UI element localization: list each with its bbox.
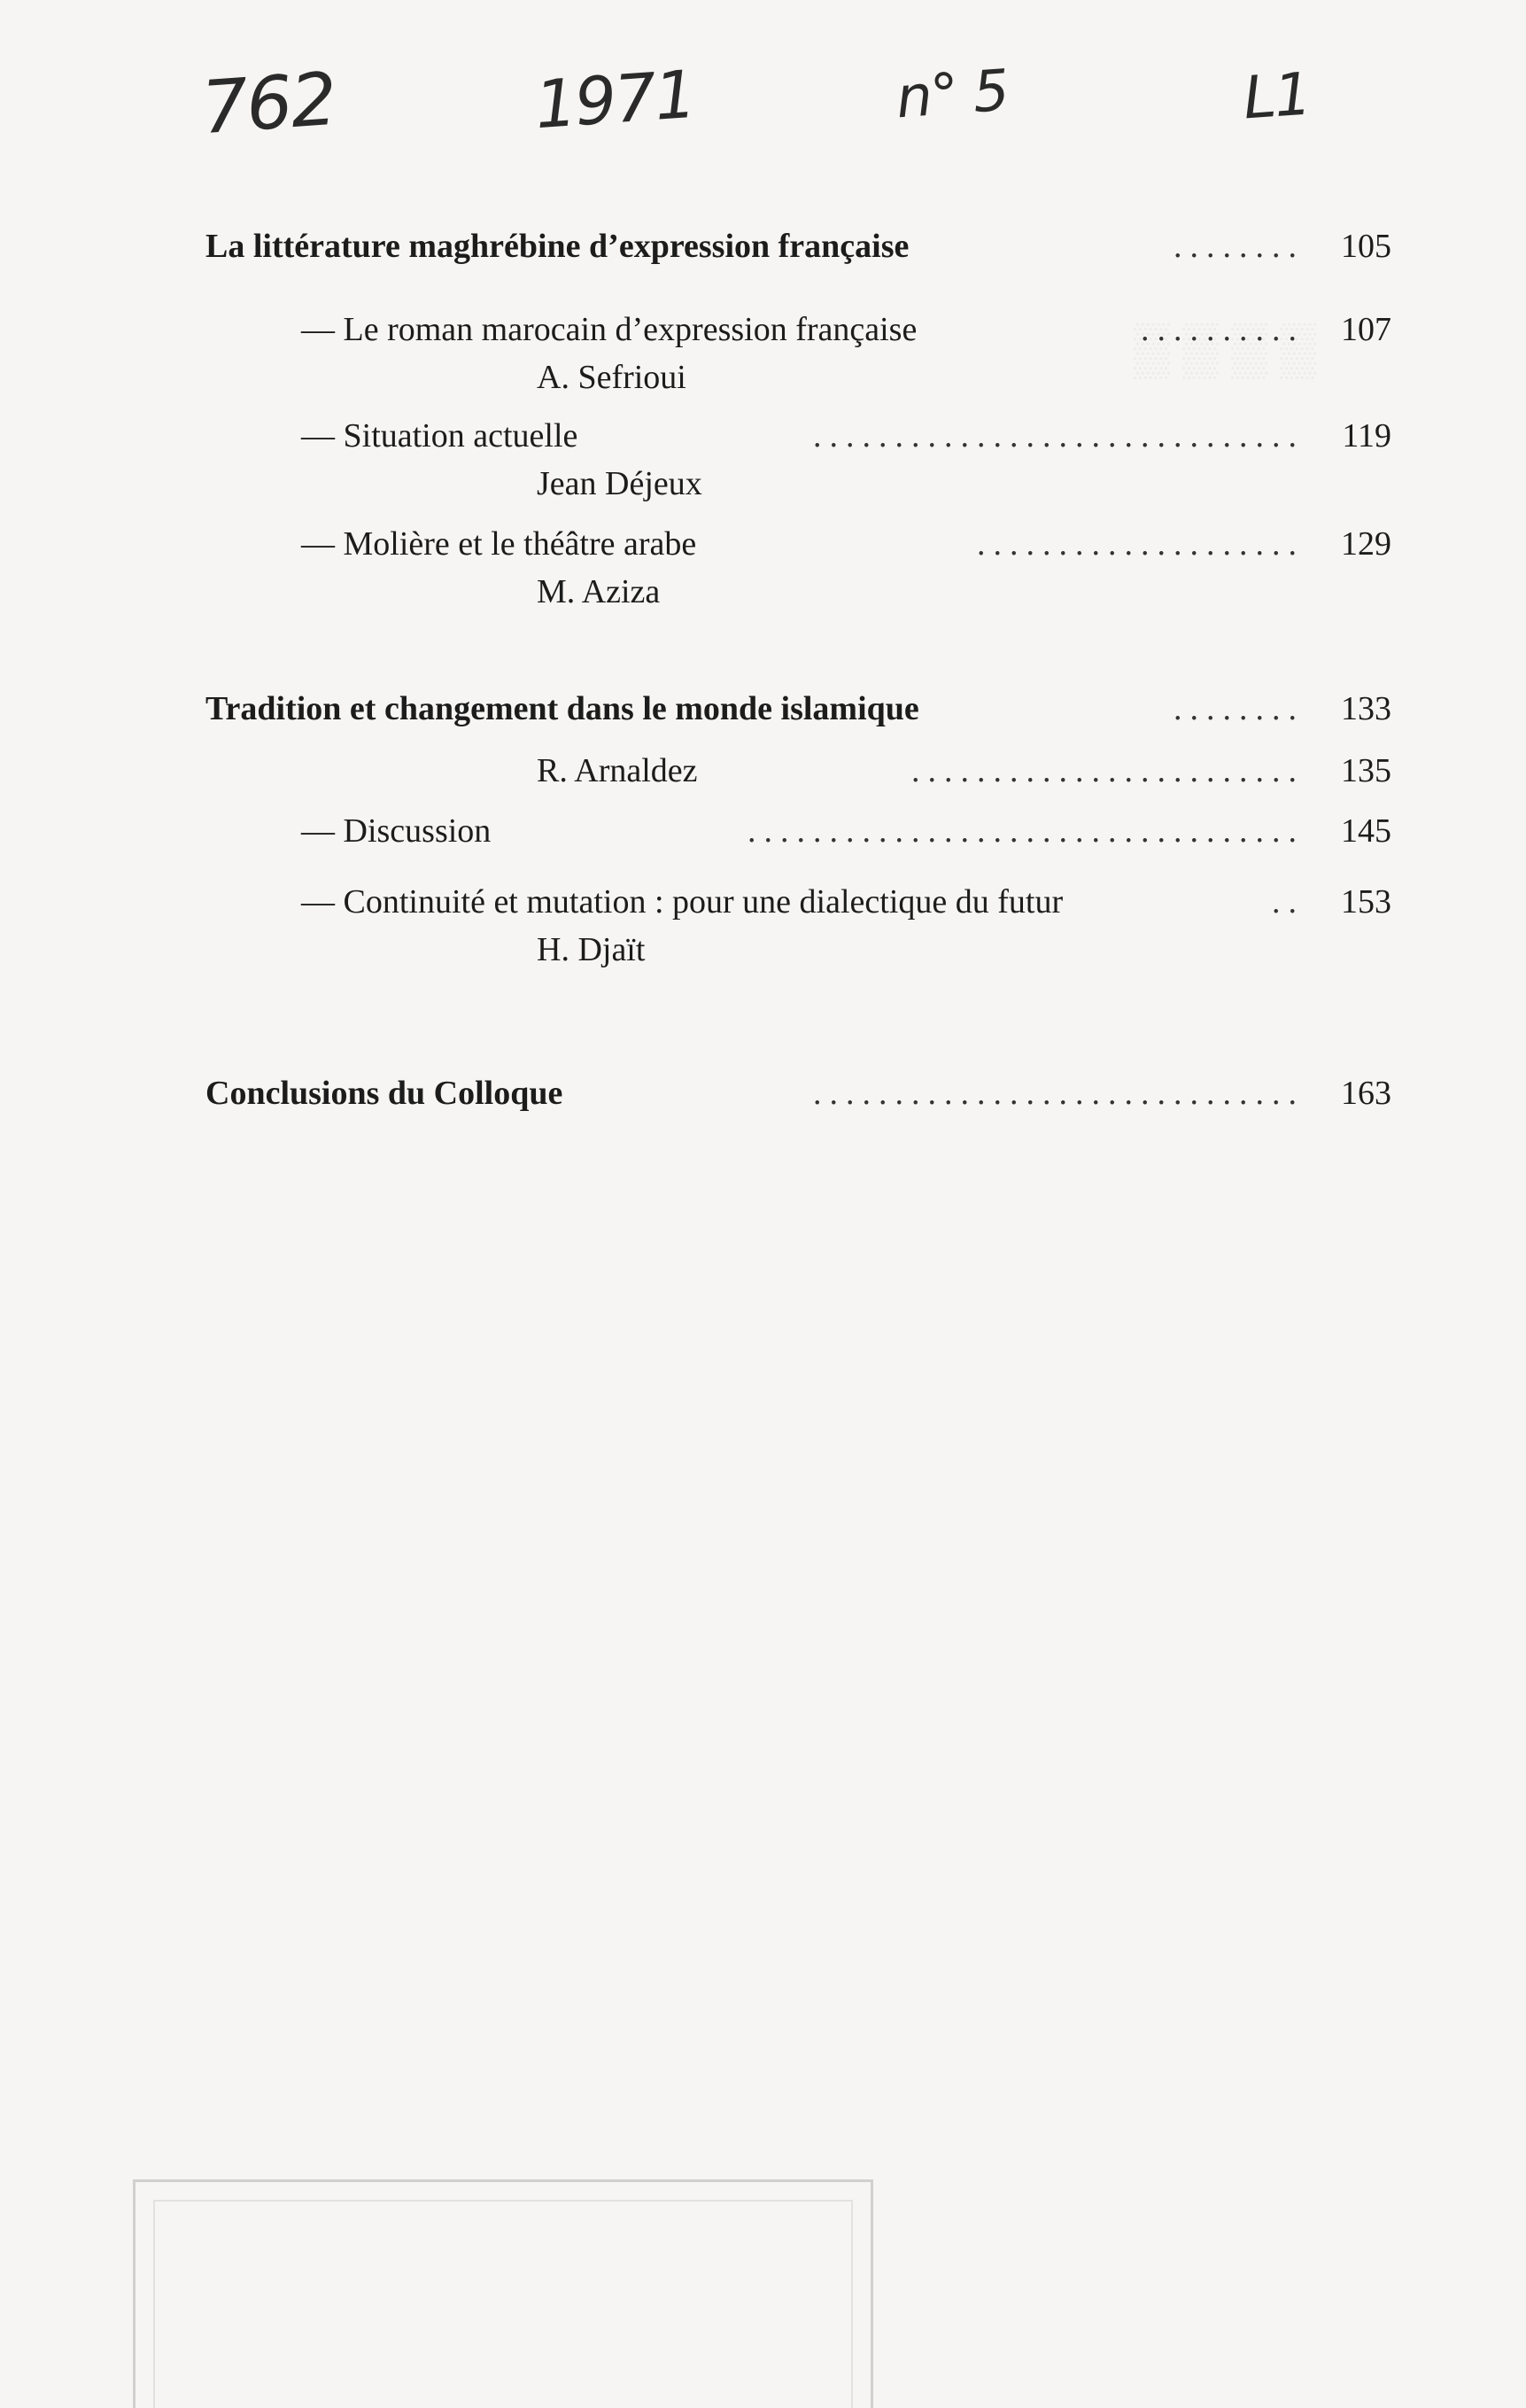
library-stamp-inner — [153, 2200, 853, 2408]
handwritten-note-3: n° 5 — [894, 58, 1011, 132]
toc-page-number: 145 — [1341, 812, 1391, 850]
library-stamp-frame — [133, 2179, 873, 2408]
toc-page-number: 107 — [1341, 311, 1391, 348]
toc-page-number: 119 — [1342, 417, 1391, 454]
toc-section-title: Conclusions du Colloque — [205, 1075, 563, 1112]
toc-section-2 — [0, 682, 1526, 735]
handwritten-note-2: 1971 — [532, 56, 698, 144]
handwritten-note-4: L1 — [1241, 59, 1313, 133]
toc-entry-author: R. Arnaldez — [537, 752, 698, 789]
toc-entry-author: M. Aziza — [537, 573, 661, 610]
toc-entry-2-2 — [0, 875, 1526, 928]
toc-leader-dots: .............................. — [813, 1075, 1305, 1112]
toc-entry-title: — Situation actuelle — [301, 417, 578, 454]
toc-leader-dots: .................................. — [748, 812, 1305, 850]
toc-leader-dots: ........................ — [911, 752, 1305, 789]
toc-entry-2-1 — [0, 804, 1526, 858]
toc-entry-title: — Le roman marocain d’expression française — [301, 311, 918, 348]
toc-entry-1-3 — [0, 517, 1526, 571]
toc-entry-title: — Molière et le théâtre arabe — [301, 525, 697, 563]
toc-entry-author: H. Djaït — [537, 931, 646, 968]
toc-leader-dots: ........ — [1174, 690, 1305, 727]
toc-leader-dots: .................... — [977, 525, 1305, 563]
toc-entry-author: Jean Déjeux — [537, 465, 702, 502]
toc-entry-author: A. Sefrioui — [537, 359, 686, 396]
handwritten-note-1: 762 — [198, 57, 338, 151]
toc-page-number: 163 — [1341, 1075, 1391, 1112]
toc-entry-1-1 — [0, 303, 1526, 356]
toc-entry-title: — Discussion — [301, 812, 492, 850]
toc-page-number: 129 — [1341, 525, 1391, 563]
toc-section-3 — [0, 1067, 1526, 1120]
toc-leader-dots: ........ — [1174, 228, 1305, 265]
toc-page-number: 135 — [1341, 752, 1391, 789]
toc-section-title: Tradition et changement dans le monde islamique — [205, 690, 919, 727]
toc-page-number: 153 — [1341, 883, 1391, 920]
toc-leader-dots: .......... — [1141, 311, 1305, 348]
toc-section-1 — [0, 220, 1526, 273]
toc-leader-dots: .. — [1272, 883, 1305, 920]
toc-entry-1-2 — [0, 409, 1526, 462]
toc-entry-2-0 — [0, 744, 1526, 797]
toc-section-title: La littérature maghrébine d’expression française — [205, 228, 910, 265]
toc-entry-title: — Continuité et mutation : pour une dialectique du futur — [301, 883, 1064, 920]
toc-page-number: 105 — [1341, 228, 1391, 265]
toc-leader-dots: .............................. — [813, 417, 1305, 454]
toc-page-number: 133 — [1341, 690, 1391, 727]
